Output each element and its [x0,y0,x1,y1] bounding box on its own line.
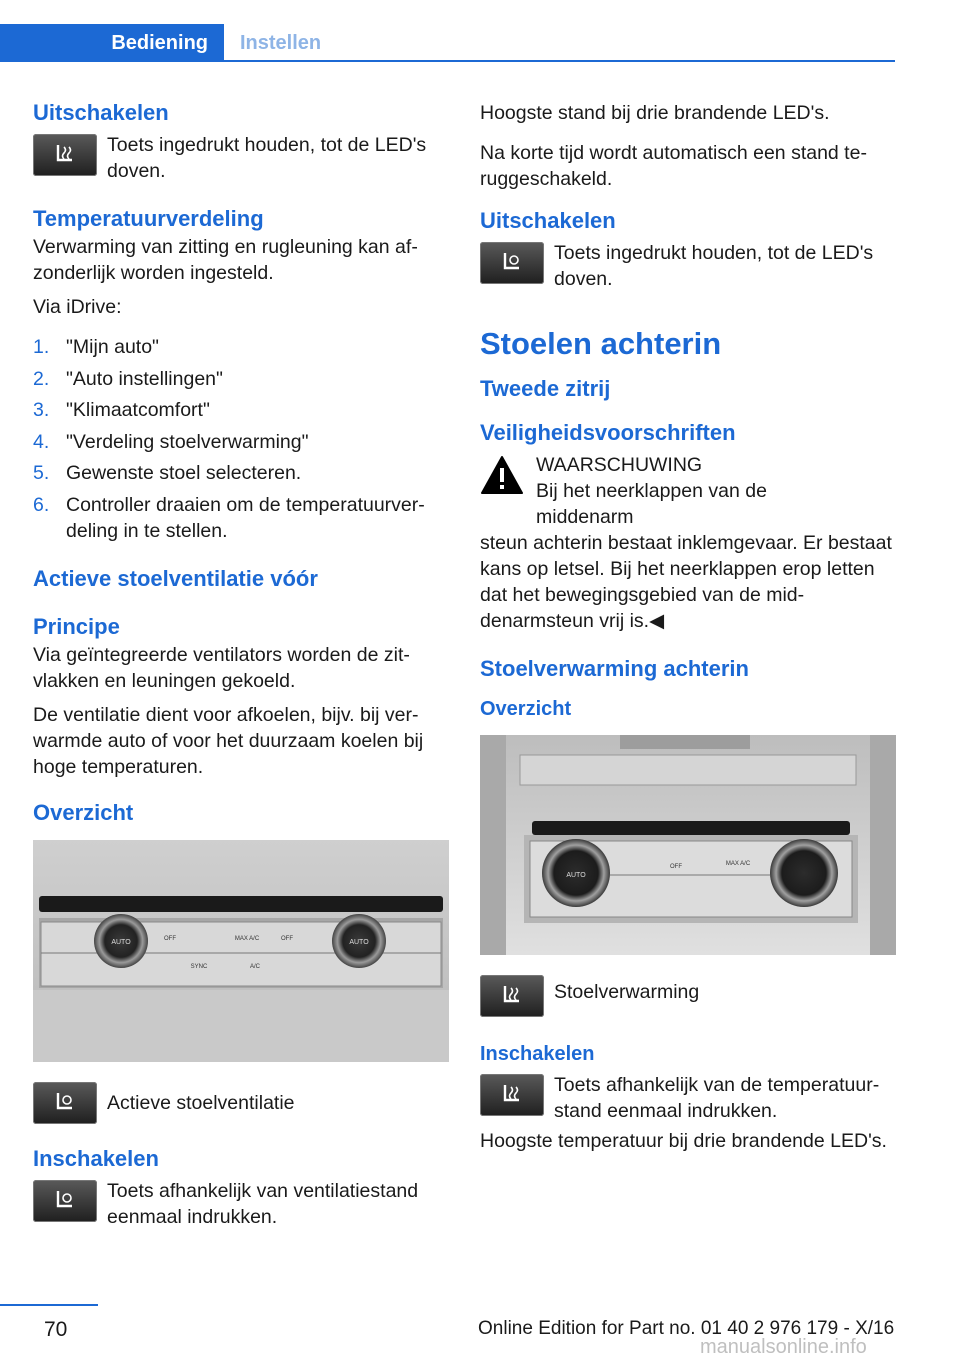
heading-inschakelen-right: Inschakelen [480,1043,595,1065]
via-idrive-text: Via iDrive: [33,296,122,318]
seat-ventilation-button-icon [33,1180,97,1222]
watermark: manualsonline.info [700,1336,867,1358]
list-item: 5. Gewenste stoel selecteren. [33,462,302,484]
heading-tweede-zitrij: Tweede zitrij [480,376,611,401]
edition-text: Online Edition for Part no. 01 40 2 976 179 - X/16 [478,1318,895,1339]
photo-label-sync: SYNC [190,963,208,970]
inschakelen-right-text: Toets afhankelijk van de temperatuurstand eenmaal indrukken. [554,1074,880,1122]
stoelverwarming-caption: Stoelverwarming [554,981,700,1003]
idrive-steps-list [33,334,449,544]
principe-text-2: De ventilatie dient voor afkoelen, bijv. bij verwarmde auto of voor het duurzaam koelen bij hoge temperaturen. [33,703,424,778]
inschakelen-text: Toets afhankelijk van ventilatiestand eenmaal indrukken. [107,1179,419,1228]
list-item: 2. "Auto instellingen" [33,367,223,390]
seat-ventilation-button-icon [480,242,544,284]
heading-overzicht-right: Overzicht [480,698,572,720]
photo-label-off-right: OFF [281,935,293,942]
page-number: 70 [44,1318,68,1341]
photo-label-auto-left: AUTO [111,938,131,946]
heading-overzicht: Overzicht [33,799,134,825]
photo-label-ac: A/C [249,963,261,970]
inschakelen-right-row [480,1072,896,1124]
rear-photo-label-max-ac: MAX A/C [725,861,751,867]
warning-lines [536,452,870,530]
tab-bediening[interactable]: Bediening [0,24,224,62]
warning-triangle-icon [480,454,524,496]
hoogste-temperatuur-text: Hoogste temperatuur bij drie brandende LED's. [480,1130,887,1152]
uitschakelen-text: Toets ingedrukt houden, tot de LED's doven. [107,134,427,182]
rear-photo-label-off: OFF [670,864,682,870]
heading-temperatuurverdeling: Temperatuurverdeling [33,206,264,231]
heading-uitschakelen-right: Uitschakelen [480,208,616,233]
right-column [480,100,896,1162]
left-column [33,100,449,1242]
stoelventilatie-caption: Actieve stoelventilatie [107,1091,295,1114]
tab-instellen[interactable]: Instellen [240,31,322,54]
inschakelen-row [33,1178,449,1230]
temp-text: Verwarming van zitting en rugleuning kan afzonderlijk worden ingesteld. [33,236,418,284]
hoogste-stand-text: Hoogste stand bij drie brandende LED's. [480,102,830,124]
korte-tijd-text: Na korte tijd wordt automatisch een stand teruggeschakeld. [480,142,867,190]
heading-actieve-stoelventilatie: Actieve stoelventilatie vóór [33,565,318,591]
tab-rule [224,60,895,62]
rear-photo-label-auto: AUTO [566,872,586,879]
uitschakelen-right-text: Toets ingedrukt houden, tot de LED's doven. [554,242,874,290]
stoelverwarming-row [480,973,896,1017]
list-item: 4. "Verdeling stoelverwarming" [33,430,309,453]
heading-stoelverwarming-achterin: Stoelverwarming achterin [480,656,749,681]
heading-uitschakelen: Uitschakelen [33,100,169,125]
uitschakelen-right-row [480,240,896,292]
list-item: 1. "Mijn auto" [33,336,159,358]
photo-label-max-ac: MAX A/C [234,935,260,942]
seat-heating-button-icon [480,975,544,1017]
warning-text: steun achterin bestaat inklemgevaar. Er bestaat kans op letsel. Bij het neerklappen erop letten dat het bewegingsgebied van de middenarmsteun vrij is.◀ [480,532,892,632]
heading-inschakelen: Inschakelen [33,1145,159,1171]
seat-ventilation-button-icon [33,1082,97,1124]
uitschakelen-row [33,132,449,184]
heading-principe: Principe [33,613,120,639]
warning-row [480,452,896,530]
seat-heating-button-icon [480,1074,544,1116]
footer-rule [0,1304,98,1306]
principe-text-1: Via geïntegreerde ventilators worden de zitvlakken en leuningen gekoeld. [33,643,410,692]
stoelventilatie-row [33,1080,449,1124]
section-tabs [0,24,895,62]
warning-label: WAARSCHUWING [536,454,703,476]
photo-label-off-left: OFF [164,935,176,942]
heading-veiligheidsvoorschriften: Veiligheidsvoorschriften [480,420,736,445]
warning-line1: Bij het neerklappen van de middenarm [536,480,767,528]
list-item: 3. "Klimaatcomfort" [33,399,210,421]
list-item: 6. Controller draaien om de temperatuurverdeling in te stellen. [33,493,425,542]
climate-panel-rear-photo [480,735,896,955]
photo-label-auto-right: AUTO [349,938,369,946]
climate-panel-front-photo [33,840,449,1062]
heading-stoelen-achterin: Stoelen achterin [480,326,722,361]
seat-ventilation-button-icon [33,134,97,176]
